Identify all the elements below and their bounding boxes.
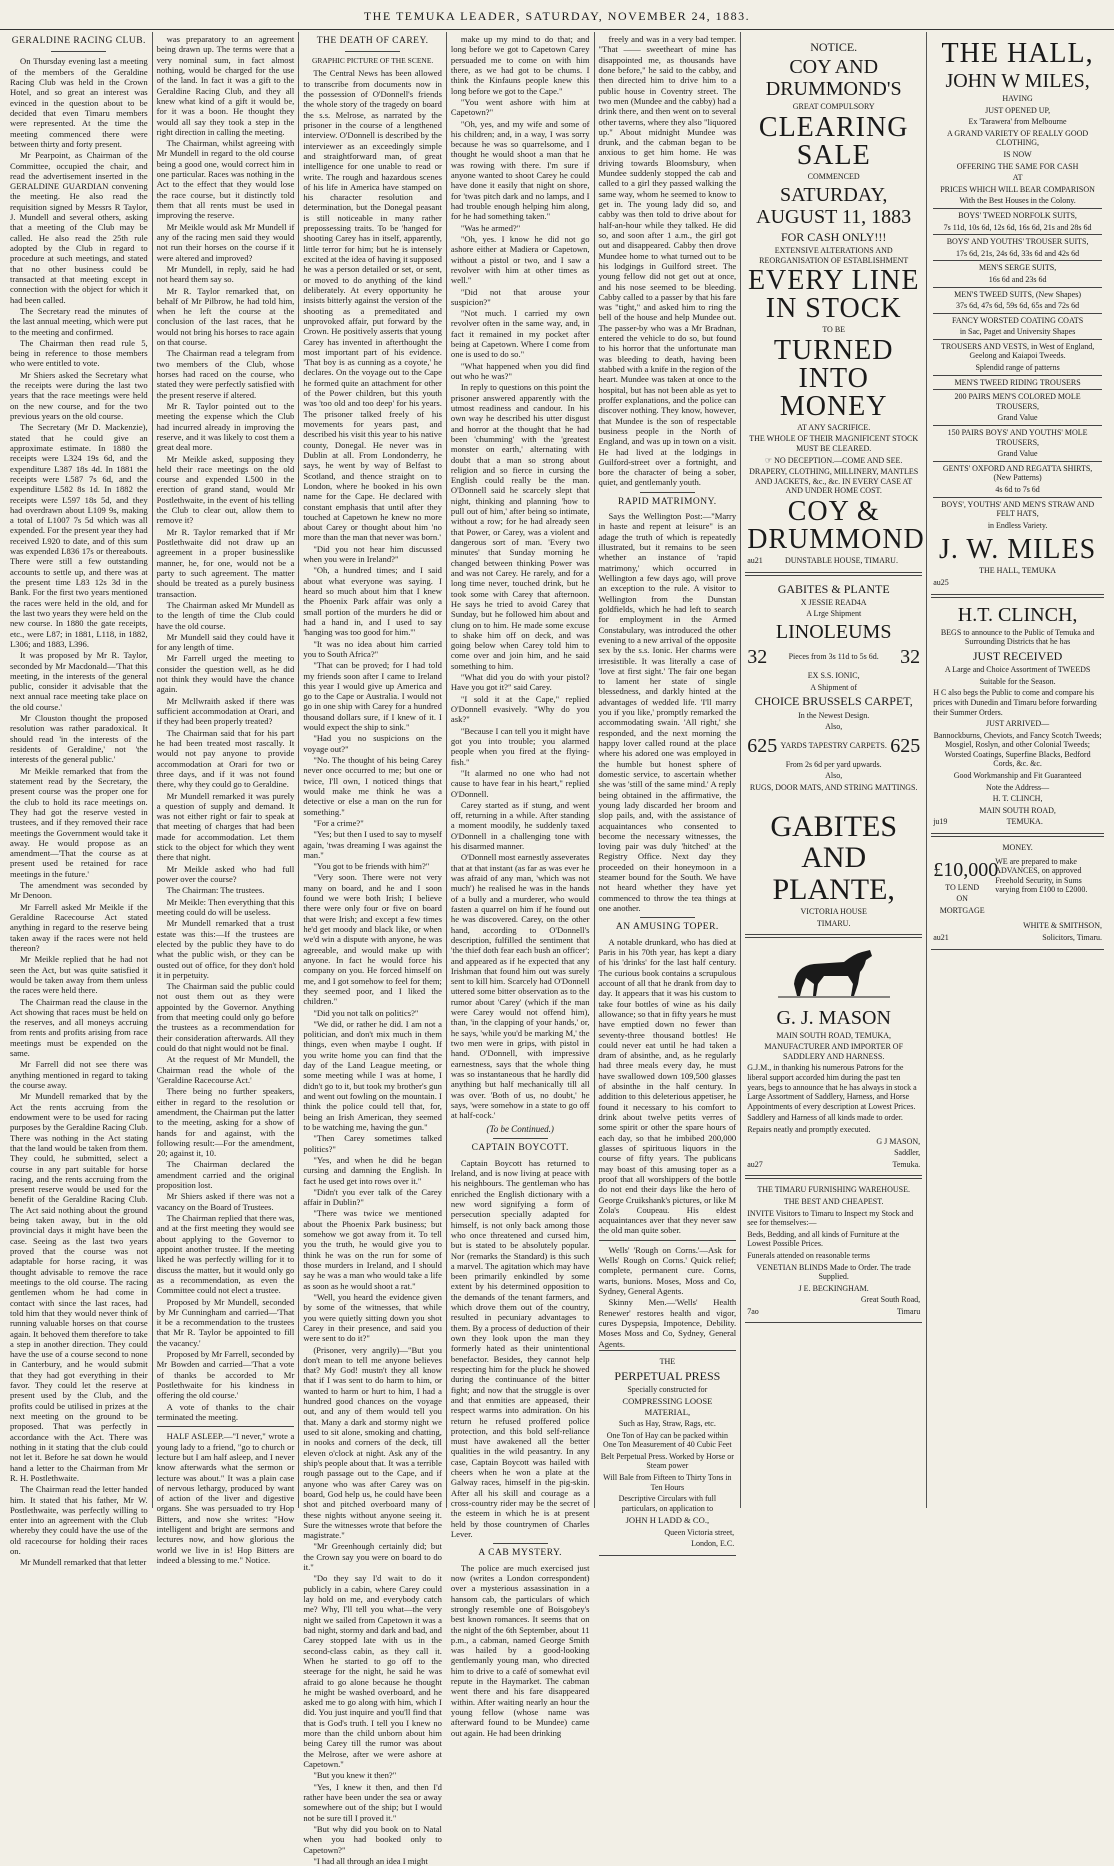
ad-text: Saddler, bbox=[894, 1148, 921, 1158]
ad-text: G J MASON, bbox=[876, 1136, 921, 1146]
ad-text: Such as Hay, Straw, Rags, etc. bbox=[618, 1419, 716, 1429]
paragraph: Mr Mundell remarked that by the Act the rents accruing from the endowment were to be used for racing purposes by the Geraldine Racing Club. There was nothing in the Act stating that the land would be taken from them. They could, he submitted, select a course in any part suitable for horse racing, and the rents accruing from the present reserve would be used for the benefit of the Geraldine Racing Club. The Act said nothing about the ground being taken away, but in the old provincial days it might have been the case. Seeing as the last two years proved that the course was not adaptable for horse racing, it was thought advisable to remove the race meetings to the old course. The racing gentlemen whom he had come in contact with since the last races, had told him that they would never think of running valuable horses on that course again. It behoved them therefore to take a step in another direction. They could have the use of a course second to none in Canterbury, and he would submit that they had got everything in their favor. They could let the reserve at present used by the Club, and the profits could be utilised in prizes at the next meeting on the ground to be proposed. That was perfectly in accordance with the Act. There was nothing in it stating that the club could not let it. Before he sat down he would hand a letter to the Chairman from Mr R. H. Postlethwaite. bbox=[10, 1091, 148, 1483]
paragraph: Mr Mundell remarked that a trust estate was this:—If the trustees are elected by the public they have to do what the public wish, or they can be ousted out of office, for they don't hold it in perpetuity. bbox=[156, 918, 295, 980]
perpetual-press-ad bbox=[599, 1350, 737, 1556]
ad-title: CHOICE BRUSSELS CARPET, bbox=[754, 694, 913, 709]
article-body bbox=[157, 34, 295, 1422]
ad-text: Specially constructed for bbox=[627, 1384, 708, 1394]
paragraph: The Chairman, whilst agreeing with Mr Mundell in regard to the old course being a good one, would correct him in one particular. Races was nothing in the Act to the effect that they would lose the race course, but it distinctly told them that all rents must be used in improving the reserve. bbox=[156, 138, 295, 221]
ad-text: THE BEST AND CHEAPEST. bbox=[783, 1196, 884, 1206]
ad-text: Pieces from 3s 11d to 5s 6d. bbox=[788, 652, 879, 662]
divider bbox=[640, 492, 695, 493]
ad-text: Saddlery and Harness of all kinds made to order. bbox=[747, 1113, 903, 1123]
item-name: FANCY WORSTED COATING COATS bbox=[951, 315, 1084, 325]
ad-text: Also, bbox=[825, 722, 843, 732]
column-5 bbox=[595, 32, 742, 1549]
ad-text: JUST OPENED UP, bbox=[985, 105, 1051, 115]
paragraph: freely and was in a very bad temper. "That —— sweetheart of mine has disappointed me, as thousands have done before," he said to the cabby, and then directed him to drive him to a public house in Coventry street. The two men (Mundee and the cabby) had a drink there, and then went on to several other taverns, where they also "liquored up." About midnight Mundee was drunk, and the cabman began to be anxious to get him home. He was driving towards Bloomsbury, when Mundee suddenly stopped the cab and called to a girl they passed walking the same way, whom he seemed to know to get in. The young lady did so, and cabby was then told to drive about for half-an-hour while they talked. He did so, and soon after 1 a.m., the girl got out and disappeared. Cabby then drove Mundee home to what turned out to be his lodgings in Guilford street. The young fellow did not get out at once, and his nose seemed to be bleeding. Cabby called to a passer by that his fare was "tight," and asked him to ring the bell of the house and help Mundee out. The passer-by who was a Mr Bradnan, entered the vehicle to do so, but found to his horror that the unfortunate man was bleeding to death, having been stabbed with a knife in the region of the heart. Mundee was taken at once to the hospital, but has not been able as yet to proffer explanations, and the police can discover nothing. They know, however, that Mundee is the son of respectable business people in the North of England, and was up in town on a visit. He had lived at the lodgings in Guilford-street over a fortnight, and bore the character of being a sober, quiet, and gentlemanly youth. bbox=[598, 34, 737, 488]
ad-title: COY AND DRUMMOND'S bbox=[765, 56, 902, 101]
paragraph: Mr Clouston thought the proposed resolution was rather paradoxical. It should read 'in the interests of the residents of Geraldine,' not 'the interests of the general public.' bbox=[10, 713, 148, 765]
ad-title: LINOLEUMS bbox=[775, 621, 892, 644]
paragraph: The Secretary (Mr D. Mackenzie), stated that he could give an approximate estimate. In 1880 the receipts were L324 19s 6d, and the expenditure L387 18s 4d. In 1881 the receipts were L587 7s 6d, and the expenditure L582 8s 1d. In 1882 the receipts were L597 18s 5d, and they had overdrawn about L109 9s, making a total of L1007 7s 5d which was all expended. For the present year they had received L920 to date, and of this sum was expended L836 17s or thereabouts. There were still a few outstanding accounts to settle up, and there was at the present time L83 12s 3d in the Bank. For the first two years mentioned the races were held in the old, and for the last two years they were held on the new course. In 1880 the gate receipts, etc., were L87; in 1881, L118, in 1882, L306; and 1883, L396. bbox=[10, 422, 148, 649]
ad-amount: £10,000 bbox=[933, 858, 999, 881]
newspaper-page bbox=[6, 32, 1108, 1866]
ad-text: One Ton of Hay can be packed within One Ton Measurement of 40 Cubic Feet bbox=[603, 1430, 732, 1450]
article-heading: A CAB MYSTERY. bbox=[478, 1548, 563, 1559]
advertisement-paragraph: Skinny Men.—'Wells' Health Renewer' restores health and vigor, cures Dyspepsia, Impotence, Debility. Moses Moss and Co, Sydney, General Agents. bbox=[598, 1297, 737, 1349]
divider bbox=[157, 1426, 295, 1427]
divider bbox=[493, 1138, 548, 1139]
item-price: Splendid range of patterns bbox=[975, 363, 1060, 373]
ad-code: ju19 bbox=[933, 817, 948, 827]
coy-drummond-ad bbox=[745, 34, 925, 573]
item-price: 16s 6d and 23s 6d bbox=[988, 274, 1047, 284]
paragraph: The Chairman read the letter handed him. It stated that his father, Mr W. Postlethwaite, was perfectly willing to enter into an agreement with the Club whereby they could have the use of the old racecourse for holding their races on. bbox=[10, 1484, 148, 1557]
paragraph: "I had all through an idea I might bbox=[313, 1855, 428, 1866]
paragraph: Carey started as if stung, and went off, returning in a while. After standing a moment moodily, he suddenly taxed O'Donnell in a challenging tone with his disarmed manner. bbox=[450, 799, 590, 852]
column-2 bbox=[153, 32, 300, 1565]
paragraph: The Chairman read a telegram from two members of the Club, whose horses had raced on the course, who stated they were perfectly satisfied with the present reserve if altered. bbox=[156, 348, 295, 400]
paragraph: "Oh, yes. I know he did not go ashore either at Madiera or Capetown, without a pistol or two, and I saw a revolver with him at other times as well." bbox=[450, 233, 590, 286]
ad-text: A GRAND VARIETY OF REALLY GOOD CLOTHING, bbox=[946, 128, 1089, 148]
ad-text: A Shipment of bbox=[810, 682, 858, 692]
paragraph: "Was he armed?" bbox=[460, 222, 521, 233]
ad-text: JUST ARRIVED— bbox=[985, 719, 1050, 729]
ad-text: THE HALL, TEMUKA bbox=[979, 566, 1057, 576]
ad-text: EX S.S. IONIC, bbox=[807, 671, 860, 681]
paragraph: "Didn't you ever talk of the Carey affair in Dublin?" bbox=[303, 1186, 442, 1208]
paragraph: At the request of Mr Mundell, the Chairman read the whole of the 'Geraldine Racecourse Act.' bbox=[156, 1054, 295, 1085]
price-number: 32 bbox=[900, 646, 921, 669]
ad-text: H C also begs the Public to come and compare his prices with Dunedin and Timaru before forwarding their Summer Orders. bbox=[933, 688, 1097, 717]
paragraph: "Then Carey sometimes talked politics?" bbox=[303, 1133, 442, 1154]
item-name: BOYS' TWEED NORFOLK SUITS, bbox=[958, 210, 1077, 220]
paragraph: "There was twice we mentioned about the Phoenix Park business; but somehow we got away from it. To tell you the truth, he would give you to think he was on the run for some of those murders in Ireland, and I should say he was a man who would take a life as soon as he would shoot a rat." bbox=[303, 1208, 442, 1291]
article-body bbox=[451, 1158, 590, 1540]
article-heading: CAPTAIN BOYCOTT. bbox=[471, 1143, 569, 1154]
paragraph: O'Donnell most earnestly asseverates that at that instant (as far as was ever he was afraid of any man, 'which was not much') he realised he was in the hands of a bully and a murderer, who would fasten a quarrel on him if he found out he was discovered. Carey, on the other hand, according to O'Donnell's description, fulfilled the sentiment that 'the thief doth fear each bush an officer'; and appeared as if he expected that any Irishman that found him out was surely sent to kill him. Scarcely had O'Donnell uttered some bitter observation as to the rumor about 'Carey' (which if the man were Carey would not offend him), than, 'in the clapping of your hands,' or, he says, 'while you'd be marking M,' the two men were in grips, with pistol in hand. O'Donnell, with impressive earnestness, says that the whole thing was so instantaneous that he hardly did anything but half mechanically till all was over. 'Both of us, no doubt,' he says, 'were somehow in a state to go off at half-cock.' bbox=[450, 852, 590, 1121]
ad-text: MAIN SOUTH ROAD, TEMUKA, bbox=[776, 1030, 892, 1040]
ad-text: MORTGAGE bbox=[939, 905, 985, 915]
gabites-plante-ad bbox=[745, 575, 922, 936]
ad-text: OFFERING THE SAME FOR CASH bbox=[956, 161, 1079, 171]
item-name: TROUSERS AND VESTS, in West of England, Geelong and Kaiapoi Tweeds. bbox=[940, 341, 1095, 361]
paragraph: Mr Meikle would ask Mr Mundell if any of the racing men said they would not run their horses on the course if it were altered and improved? bbox=[156, 221, 295, 263]
clinch-ad bbox=[931, 597, 1104, 834]
ad-text: Note the Address— bbox=[986, 782, 1050, 792]
paragraph: Mr Farrell did not see there was anything mentioned in regard to taking the course away. bbox=[10, 1059, 148, 1091]
article-heading: AN AMUSING TOPER. bbox=[615, 922, 719, 933]
ad-text: X JESSIE READ4A bbox=[800, 597, 867, 607]
price-row bbox=[747, 645, 920, 669]
paragraph: On Thursday evening last a meeting of the members of the Geraldine Racing Club was held in the Crown Hotel, and so great an interest was evinced in the question about to be decided that even Timaru members were represented. At the time the meeting commenced there were between thirty and forty present. bbox=[10, 56, 148, 149]
ad-code: au25 bbox=[933, 577, 949, 587]
paragraph: Mr Mundell said they could have it for any length of time. bbox=[156, 631, 295, 653]
paragraph: "Oh, a hundred times; and I said about what everyone was saying. I heard so much about him that I knew the Phoenix Park affair was only a small portion of the murders he did or had a hand in, and I used to say 'hanging was too good for him.'" bbox=[303, 565, 442, 638]
ad-text: NOTICE. bbox=[810, 40, 858, 54]
paragraph: Mr Farrell urged the meeting to consider the question well, as he did not think they would have the chance again. bbox=[156, 653, 295, 695]
paragraph: "You went ashore with him at Capetown?" bbox=[450, 96, 590, 118]
ad-text: H. T. CLINCH, bbox=[992, 794, 1043, 804]
ad-text: DRAPERY, CLOTHING, MILLINERY, MANTLES AND JACKETS, &c., &c. IN EVERY CASE AT AND UNDER HOME COST. bbox=[749, 467, 919, 496]
ad-title: COY & DRUMMOND bbox=[747, 495, 925, 555]
price-row bbox=[747, 734, 920, 758]
ad-code: 7ao bbox=[747, 1306, 759, 1316]
item-price: 7s 11d, 10s 6d, 12s 6d, 16s 6d, 21s and 28s 6d bbox=[943, 222, 1092, 232]
paragraph: The Chairman said that for his part he had been treated most rascally. It would not pay anyone to provide accommodation at Orari for two or three days, and if it was not found there, why they could go to Geraldine. bbox=[156, 727, 295, 790]
paragraph: The Secretary read the minutes of the last annual meeting, which were put to the meeting and confirmed. bbox=[10, 305, 148, 337]
item-name: BOYS' AND YOUTHS' TROUSER SUITS, bbox=[946, 237, 1089, 247]
ad-text: Temuka. bbox=[892, 1159, 921, 1169]
paragraph: "Do they say I'd wait to do it publicly in a cabin, where Carey could lay hold on me, and everybody catch me? Why, I'll tell you what—the very night we sailed from Capetown it was a bad night, stormy and dark and bad, and Carey stopped late with us in the second-class cabin, as they call it. When he started to go off to the steerage for the night, he said he was afraid to go alone because he thought he might be washed overboard, and he asked me to go along with him, which I did. You just inquire and you'll find that that is God's truth. I tell you I knew no more than the child unborn about him being Carey till the rumor was about the Melrose, after we were ashore at Capetown." bbox=[303, 1573, 442, 1770]
paragraph: Mr Farrell asked Mr Meikle if the Geraldine Racecourse Act stated anything in regard to the reserve being taken away if the races were not held thereon? bbox=[10, 901, 148, 953]
paragraph: Mr Meikle: Then everything that this meeting could do will be useless. bbox=[156, 896, 295, 917]
ad-text: Bannockburns, Cheviots, and Fancy Scotch Tweeds; Mosgiel, Roslyn, and other Colonial Tweeds; Worsted Coatings, Superfine Blacks, Bedford Cords, &c. &c. bbox=[933, 730, 1102, 769]
ad-text: COMPRESSING LOOSE MATERIAL, bbox=[622, 1396, 713, 1417]
column-7 bbox=[927, 32, 1108, 1508]
mason-ad bbox=[745, 937, 922, 1176]
paragraph: The Chairman declared the amendment carried and the original proposition lost. bbox=[156, 1159, 295, 1191]
paragraph: "Very soon. There were not very many on board, and he and I soon found we were both Irish; I believe there were only four or five on board that were Irish; and except a few times he'd get moody and black like, or when we'd win a dispute with anyone, he was agreeable, and would make up with anyone. In fact he would force his company on you. He forced himself on me, and I got somehow to feel for them; they seemed poor, and I liked the children." bbox=[303, 872, 442, 1007]
paragraph: The police are much exercised just now (writes a London correspondent) over a mysterious assassination in a hansom cab, the particulars of which strongly resemble one of Boisgobey's best known romances. It seems that on the night of the 6th September, about 11 p.m., a cabman, named George Smith was hailed by a good-looking gentlemanly young man, who directed him to drive to a café of somewhat evil repute in the Haymarket. The cabman went there and his fare disappeared within. After waiting nearly an hour the young fellow (whose name was afterward found to be Mundee) came out again. He had been drinking bbox=[450, 1562, 590, 1738]
pointing-hand-icon: ☞ bbox=[764, 455, 773, 465]
ad-text: G.J.M., in thanking his numerous Patrons for the liberal support accorded him during the past ten years, begs to announce that he has always in stock a Large Assortment of Saddlery, Harness, and Horse Appointments of every description at Lowest Prices. bbox=[747, 1063, 917, 1111]
item-price: 17s 6d, 21s, 24s 6d, 33s 6d and 42s 6d bbox=[956, 248, 1080, 258]
paragraph: "What happened when you did find out who he was?" bbox=[450, 360, 590, 381]
article-heading: GERALDINE RACING CLUB. bbox=[11, 36, 146, 46]
paragraph: "Because I can tell you it might have got you into trouble; you alarmed people when you fired at the flying-fish." bbox=[450, 725, 590, 767]
ad-footer bbox=[747, 1160, 920, 1170]
paragraph: The Chairman then read rule 5, being in reference to those members who were entitled to vote. bbox=[10, 337, 148, 369]
paragraph: "But you knew it then?" bbox=[313, 1770, 397, 1781]
ad-code: au21 bbox=[747, 555, 763, 565]
ad-title: THE TIMARU FURNISHING WAREHOUSE. bbox=[757, 1185, 910, 1195]
ad-text: TIMARU. bbox=[816, 918, 851, 928]
masthead: THE TEMUKA LEADER, SATURDAY, NOVEMBER 24, 1883. bbox=[0, 0, 1114, 30]
ad-text: AT bbox=[1012, 173, 1023, 183]
divider bbox=[933, 313, 1102, 314]
ad-text: TO LEND bbox=[945, 882, 980, 892]
item-price: 4s 6d to 7s 6d bbox=[995, 485, 1040, 494]
ad-title: EVERY LINE IN STOCK bbox=[747, 265, 920, 325]
ad-title: GABITES & PLANTE bbox=[777, 581, 890, 596]
paragraph: was preparatory to an agreement being drawn up. The terms were that a very nominal sum, in fact almost nothing, would be charged for the use of the land. In fact it was a gift to the Geraldine Racing Club, and they all knew what kind of a gift it would be, for it was a boon. He thought they would all say they took a step in the right direction in calling the meeting. bbox=[156, 34, 295, 137]
paragraph: The Chairman said the public could not oust them out as they were appointed by the Governor. Anything from that meeting could only go before the trustees as a recommendation for their consideration afterwards. All they could do that night would not be final. bbox=[156, 981, 295, 1053]
article-body bbox=[451, 34, 590, 1121]
ad-footer bbox=[747, 1307, 920, 1317]
ad-text: With the Best Houses in the Colony. bbox=[959, 196, 1076, 206]
ad-text: Funerals attended on reasonable terms bbox=[747, 1250, 870, 1260]
ad-text: J E. BECKINGHAM. bbox=[798, 1283, 869, 1293]
ad-text: MANUFACTURER AND IMPORTER OF SADDLERY AND HARNESS. bbox=[764, 1042, 904, 1061]
paragraph: Mr Meikle replied that he had not seen the Act, but was quite satisfied it would be taken away from them unless the races were held there. bbox=[10, 954, 148, 996]
price-number: 625 bbox=[890, 734, 921, 757]
ad-footer bbox=[933, 817, 1102, 827]
paragraph: Mr R. Taylor remarked that, on behalf of Mr Pilbrow, he had told him, when he left the course at the conclusion of the last races, that he would not bring his horses to race again on that course. bbox=[156, 285, 295, 348]
ad-text: THE bbox=[659, 1356, 676, 1366]
paragraph: Proposed by Mr Mundell, seconded by Mr Cunningham and carried—'That it be a recommendation to the trustees that Mr R. Taylor be appointed to fill the vacancy.' bbox=[156, 1296, 295, 1348]
paragraph: "Did you not hear him discussed when you were in Ireland?" bbox=[303, 543, 442, 565]
ad-title: MONEY. bbox=[1002, 843, 1033, 853]
ad-text: RUGS, DOOR MATS, AND STRING MATTINGS. bbox=[749, 783, 918, 793]
paragraph: "Did you not talk on politics?" bbox=[313, 1007, 419, 1018]
paragraph: The amendment was seconded by Mr Denoon. bbox=[10, 880, 148, 901]
article-subheading: GRAPHIC PICTURE OF THE SCENE. bbox=[311, 56, 434, 66]
paragraph: Mr R. Taylor pointed out to the meeting the expense which the Club had incurred already in improving the reserve, and it was likely to cost them a great deal more. bbox=[156, 400, 295, 453]
paragraph: "Mr Greenhough certainly did; but the Crown say you were on board to do it." bbox=[303, 1541, 442, 1573]
money-left bbox=[933, 857, 999, 918]
paragraph: "But why did you book on to Natal when you had booked only to Capetown?" bbox=[303, 1823, 442, 1855]
paragraph: "You got to be friends with him?" bbox=[313, 861, 430, 872]
price-number: 32 bbox=[747, 646, 768, 669]
ad-text: ON bbox=[956, 894, 968, 904]
advertisement-paragraph: Wells' 'Rough on Corns.'—Ask for Wells' Rough on Corns.' Quick relief; complete, permanent cure. Corns, warts, bunions. Moses, Moss and Co, Sydney, General Agents. bbox=[598, 1244, 737, 1297]
paragraph: Says the Wellington Post:—"Marry in haste and repent at leisure" is an adage the truth of which is repeatedly illustrated, but it remains to be seen whether an instance of 'rapid matrimony,' which occurred in Wellington a few days ago, will prove an exception to the rule. A visitor to Wellington from the Dunstan goldfields, which he had left to search for employment in the Armed Constabulary, was introduced the other evening to a new arrival of the opposite sex by the s.s. Ionic. Her charms were irresistible. It was literally a case of 'love at first sight.' The fair one began to lament her state of single blessedness, and darkly hinted at the advantages of wedded life. 'I'll marry you if you like,' promptly remarked the accommodating swain. 'All right,' she responded, and the next morning the happy lover called round at the place where his adored one was employed in the humble but honest sphere of domestic service, to ascertain whether she was 'still of the same mind.' A reply being obtained in the affirmative, the young lady discarded her broom and slop pails, and, with the assistance of acquaintances who consented to become the necessary witnesses, the loving pair was duly 'hitched' at the Registry Office. Next day they proceeded on their honeymoon in a steamer bound for the South. We have not heard whether they have yet commenced to throw the tea things at one another. bbox=[598, 511, 737, 914]
ad-text: WE are prepared to make ADVANCES, on approved Freehold Security, in Sums varying from £100 to £2000. bbox=[995, 856, 1088, 895]
divider bbox=[933, 389, 1102, 390]
article-body bbox=[451, 1563, 590, 1738]
paragraph: Mr Mundell, in reply, said he had not heard them say so. bbox=[156, 263, 295, 285]
paragraph: The Chairman: The trustees. bbox=[166, 885, 265, 896]
paragraph: "Did not that arouse your suspicion?" bbox=[450, 286, 590, 307]
ad-title: JOHN W MILES, bbox=[945, 70, 1090, 92]
ad-text: FOR CASH ONLY!!! bbox=[780, 229, 887, 244]
paragraph: In reply to questions on this point the prisoner answered apparently with the utmost readiness and candour. In his own way he described his utter disgust and horror at the thought that he had been 'chumming' with the 'greatest monster on earth,' alternating with doubt that a man so strong about religion and so fierce in cursing the English could really be the man. O'Donnell said he scarcely slept that night, thinking and planning 'how to pull out of him,' after being so intimate, without a row; for he had already seen that Power, or Carey, was a violent and dangerous sort of man. 'Every two minutes' that Sunday morning he changed between thinking Power was and was not Carey. He rarely, and for a long time never, touched drink, but he took some with Carey that afternoon. He says he tried to avoid Carey that Sunday, but he followed him about and clung on to him. He made some excuse to shake him off on deck, and was going below when Carey told him to come over and join him, and he said something to him. bbox=[450, 382, 590, 671]
ad-title: TURNED INTO MONEY bbox=[773, 334, 894, 422]
ad-text: INVITE Visitors to Timaru to Inspect my Stock and see for themselves:— bbox=[747, 1208, 914, 1228]
article-heading: THE DEATH OF CAREY. bbox=[316, 36, 429, 46]
divider bbox=[599, 1240, 737, 1241]
item-name: 150 PAIRS BOYS' AND YOUTHS' MOLE TROUSERS, bbox=[947, 428, 1088, 447]
ad-title: H.T. CLINCH, bbox=[957, 603, 1078, 626]
divider bbox=[345, 51, 400, 52]
paragraph: "Had you no suspicions on the voyage out?" bbox=[303, 733, 442, 754]
article-body bbox=[303, 68, 442, 1866]
divider bbox=[493, 1543, 548, 1544]
item-name: MEN'S TWEED RIDING TROUSERS bbox=[954, 377, 1081, 387]
ad-text: TO BE bbox=[822, 325, 846, 335]
ad-text: VICTORIA HOUSE bbox=[800, 907, 867, 917]
item-name: MEN'S SERGE SUITS, bbox=[978, 263, 1057, 273]
column-4 bbox=[447, 32, 595, 1738]
ad-title: PERPETUAL PRESS bbox=[614, 1368, 721, 1383]
paragraph: Mr Mundell remarked that that letter bbox=[20, 1557, 147, 1568]
ad-title: THE HALL, bbox=[941, 38, 1094, 69]
ad-text: A Lrge Shipment bbox=[806, 609, 862, 619]
ad-text: Great South Road, bbox=[860, 1295, 921, 1305]
ad-text: Also, bbox=[825, 771, 843, 781]
ad-title: SATURDAY, AUGUST 11, 1883 bbox=[756, 183, 912, 228]
ad-code: au21 bbox=[933, 933, 949, 943]
divider bbox=[933, 287, 1102, 288]
paragraph: Mr Shiers asked the Secretary what the receipts were during the last two years that the race meetings were held on the new course, and for the two previous years on the old course. bbox=[10, 369, 148, 422]
paragraph: A vote of thanks to the chair terminated the meeting. bbox=[156, 1401, 295, 1422]
paragraph: Mr Meikle asked, supposing they held their race meetings on the old course and expended L500 in the erection of grand stand, would Mr Postlethwaite, in the event of his telling the Club to clear out, allow them to remove it? bbox=[156, 453, 295, 526]
ad-text: From 2s 6d per yard upwards. bbox=[785, 759, 882, 769]
paragraph: It was proposed by Mr R. Taylor, seconded by Mr Macdonald—'That this meeting, in the interests of the general public, consider it advisable that the next annual race meeting take place on the old course.' bbox=[10, 650, 148, 712]
paragraph: "For a crime?" bbox=[313, 817, 364, 828]
paragraph: The Chairman read the clause in the Act showing that races must be held on the reserves, and all moneys accruing from rents and profits arising from race meetings must be expended on the same. bbox=[10, 996, 148, 1059]
divider bbox=[933, 234, 1102, 235]
paragraph: "It was no idea about him carried you to South Africa?" bbox=[303, 638, 442, 659]
ad-title: J. W. MILES bbox=[938, 534, 1097, 566]
ad-text: Good Workmanship and Fit Guaranteed bbox=[953, 771, 1082, 781]
paragraph: Mr R. Taylor remarked that if Mr Postlethwaite did not draw up an agreement in a proper businesslike manner, he, for one, would not be a party to such agreement. The matter should be treated as a purely business transaction. bbox=[156, 526, 295, 599]
ad-text: Descriptive Circulars with full particulars, on application to bbox=[618, 1494, 717, 1513]
ad-text: A Large and Choice Assortment of TWEEDS bbox=[944, 665, 1091, 675]
paragraph: "What did you do with your pistol? Have you got it?" said Carey. bbox=[450, 672, 590, 693]
ad-text: GREAT COMPULSORY bbox=[792, 102, 875, 112]
horse-icon bbox=[774, 944, 894, 1000]
item-price: 37s 6d, 47s 6d, 59s 6d, 65s and 72s 6d bbox=[956, 301, 1080, 311]
item-price: Grand Value bbox=[997, 413, 1038, 423]
paragraph: Mr Meikle remarked that from the statement read by the Secretary, the present course was the proper one for the club to hold its race meetings on. They had got the reserve vested in trustees, and if they removed their race meetings the Government would take it away. He would propose as an amendment—'That the course as at present used be retained for race meetings in the future.' bbox=[10, 765, 148, 879]
ad-text: EXTENSIVE ALTERATIONS AND REORGANISATION OF ESTABLISHMENT bbox=[759, 245, 909, 265]
ad-text: Ex 'Tarawera' from Melbourne bbox=[968, 117, 1067, 127]
column-6 bbox=[741, 32, 927, 1508]
divider bbox=[933, 208, 1102, 209]
paragraph: "Oh, yes, and my wife and some of his children; and, in a way, I was sorry because he was so quarrelsome, and I thought he would shoot a man that he was rowing with there. I'm sure if anyone wanted to shoot Carey he could have done it easily that night on shore, for 'twas pitch dark and no lamps, and I had trouble enough helping him along, for he had something taken." bbox=[450, 118, 590, 222]
ad-text: VENETIAN BLINDS Made to Order. The trade Supplied. bbox=[756, 1262, 911, 1282]
article-body bbox=[599, 937, 737, 1236]
ad-text: Will Bale from Fifteen to Thirty Tons in Ten Hours bbox=[603, 1473, 732, 1492]
ad-title: G. J. MASON bbox=[776, 1006, 891, 1029]
ad-text: AT ANY SACRIFICE. bbox=[797, 422, 871, 432]
continued-note: (To be Continued.) bbox=[486, 1123, 554, 1134]
ad-title: GABITES AND PLANTE, bbox=[770, 809, 898, 906]
ad-text: Suitable for the Season. bbox=[979, 676, 1056, 686]
ad-text: BEGS to announce to the Public of Temuka and Surrounding Districts that he has bbox=[940, 627, 1095, 647]
paragraph: "Well, you heard the evidence given by some of the witnesses, that while you were quietly sitting down you shot Carey in their presence, and said you were sent to do it?" bbox=[303, 1291, 442, 1344]
ad-text: Queen Victoria street, bbox=[664, 1527, 735, 1537]
paragraph: The Central News has been allowed to transcribe from documents now in the possession of O'Donnell's friends the whole story of the tragedy on board the s.s. Melrose, as narrated by the prisoner in the course of a lengthened interview. O'Donnell is described by the interviewer as an exceedingly simple and straightforward man, of great intelligence for one unable to read or write. The rough and hazardous scenes of his life in America have stamped on his character resolution and determination, but the Donegal peasant is still noticeable in many rather prepossessing traits. To be 'hanged for shooting Carey has in itself, apparently, little terror for him; but he is intensely excited at the idea of having it supposed he was a person detailed or set, or sent, or moved to do anything of the kind deliberately. At every opportunity he insists bitterly against the version of the shooting as a premeditated and unprovoked affair, put forward by the Crown. He positively asserts that young Carey has invented in afterthought the most important part of his evidence. 'That boy is as cunning as a coyote,' he declares. On the voyage out to the Cape he formed quite an attachment for other of the Power children, but this youth was 'too old and too deep' for his years. The prisoner talked freely of his movements for years past, and described his visit this year to his native county, Donegal. He never was in Dublin at all. From Londonderry, he says, he went by way of Belfast to Scotland, and thence straight on to London, where he booked in his own name for the Cape. He declared with constant emphasis that until after they touched at Capetown he knew no more about Carey or thought about him 'no more than the man that never was born.' bbox=[303, 68, 442, 543]
ad-text: Belt Perpetual Press. Worked by Horse or Steam power bbox=[600, 1451, 734, 1471]
divider bbox=[933, 260, 1102, 261]
ad-text: Solicitors, Timaru. bbox=[1042, 933, 1102, 943]
paragraph: Mr Mcllwraith asked if there was sufficient accommodation at Orari, and if they had been properly treated? bbox=[156, 695, 295, 727]
ad-title: CLEARING SALE bbox=[758, 111, 909, 171]
paragraph: Mr Shiers asked if there was not a vacancy on the Board of Trustees. bbox=[156, 1191, 295, 1212]
ad-text: TEMUKA. bbox=[1006, 817, 1043, 827]
article-body bbox=[599, 511, 737, 913]
paragraph: "We did, or rather he did. I am not a politician, and don't mix much in them things, even when maybe I ought. If you write home you can find that the day of the Land League meeting, or some meeting while I was at home, I didn't go to it, but took my brother's gun and went out fowling on the mountain. I think the police could tell that, for, being an Irish American, they seemed to be watching me, having the gun." bbox=[303, 1018, 442, 1132]
paragraph: "Yes, and when he did he began cursing and damning the English. In fact he used get into rows over it." bbox=[303, 1154, 442, 1186]
divider bbox=[933, 425, 1102, 426]
paragraph: (Prisoner, very angrily)—"But you don't mean to tell me anyone believes that? My God! mustn't they all know that if I was sent to do harm to him, or wanted to harm or hurt to him, I had a hundred good chances on the voyage out, and any of them would tell you that. Many a dark and stormy night we used to sit alone, smoking and chatting, in nooks and corners of the deck, till eleven o'clock at night. Ask any of the ship's people about that. It was a terrible rough passage out to the Cape, and if anyone who was after Carey was on board, God help us, he could have been shot and pitched overboard many of these nights without anyone seeing it. Sure the witnesses wrote that before the magistrate." bbox=[303, 1344, 442, 1541]
ad-text: COMMENCED bbox=[807, 171, 860, 181]
paragraph: "Not much. I carried my own revolver often in the same way, and, in fact it remained in my pocket after being at Capetown. Where I come from one is used to do so." bbox=[450, 308, 590, 360]
money-row bbox=[933, 855, 1102, 920]
ad-text: MAIN SOUTH ROAD, bbox=[979, 805, 1056, 815]
paragraph: Mr Mundell remarked it was purely a question of supply and demand. It was not either right or fair to speak at that meeting of charges that had been made for accommodation. Let them stick to the object for which they went there that night. bbox=[156, 790, 295, 863]
column-1 bbox=[6, 32, 153, 1568]
paragraph: Mr Pearpoint, as Chairman of the Committee, occupied the chair, and read the advertisement inserted in the GERALDINE GUARDIAN convening the meeting. He also read the requisition signed by Messrs R Taylor, J. Mundell and several others, asking that a meeting of the Club may be called. He also read the 25th rule adopted by the Club in regard to procedure at such meetings, and stated that no other business could be transacted at that meeting except in connection with the object for which it had been called. bbox=[10, 150, 148, 305]
divider bbox=[933, 375, 1102, 376]
miles-ad bbox=[931, 34, 1104, 595]
paragraph: Captain Boycott has returned to Ireland, and is now living at peace with his neighbours. The gentleman who has enriched the English dictionary with a new word signifying a form of persecution specially adapted for himself, is not only back among those who once threatened and cursed him, but is stated to be absolutely popular. Nor (remarks the Standard) is this such a marvel. The agitation which may have been primarily enkindled by some extent by his determined opposition to the demands of the tenant farmers, and which drove them out of the country, resulted in pecuniary advantages to them. By a process of deduction of their own they look upon the man they formerly hated as their unintentional benefactor. Besides, they cannot help respecting him for the pluck he showed during the continuance of the bitter fight; and now that the struggle is over and that enmities are appeased, their respect warms into admiration. On his return he refused proffered police protection, and this bold self-reliance must have awakened all the better qualities in the wild peasantry. In any case, Captain Boycott was hailed with cheers when he won a plate at the Galway races, himself in the pig-skin. After all his skill and courage as a cross-country rider may be the secret of the esteem in which he is at present held by those countrymen of Charles Lever. bbox=[450, 1157, 590, 1539]
ad-text: JUST RECEIVED bbox=[972, 648, 1063, 663]
paragraph: The Chairman replied that there was, and at the first meeting they would see about applying to the Governor to appoint another trustee. If the meeting liked he was perfectly willing for it to discuss the matter, but it would only go as a recommendation, as even the Committee could not elect a trustee. bbox=[156, 1213, 295, 1296]
item-name: MEN'S TWEED SUITS, (New Shapes) bbox=[954, 289, 1081, 299]
item-price: in Endless Variety. bbox=[987, 520, 1048, 530]
ad-text: Timaru bbox=[896, 1306, 921, 1316]
paragraph: "It alarmed no one who had not cause to have fear in his heart," replied O'Donnell. bbox=[450, 767, 590, 799]
ad-footer bbox=[933, 933, 1102, 943]
ad-text: In the Newest Design. bbox=[798, 710, 870, 720]
ad-text bbox=[747, 456, 920, 466]
ad-code: au27 bbox=[747, 1159, 763, 1169]
divider bbox=[933, 339, 1102, 340]
paragraph: "Yes, I knew it then, and then I'd rather have been under the sea or away somewhere out of the ship; but I would not be sure till I proved it." bbox=[303, 1781, 442, 1823]
divider bbox=[640, 917, 695, 918]
column-3 bbox=[299, 32, 447, 1866]
item-list bbox=[933, 208, 1102, 530]
divider bbox=[933, 497, 1102, 498]
ad-text: London, E.C. bbox=[691, 1539, 735, 1549]
ad-footer bbox=[747, 556, 920, 566]
paragraph: "No. The thought of his being Carey never once occurred to me; but one or twice, I'll own, I noticed things that would make me think he was a detective or else a man on the run for something." bbox=[303, 755, 442, 817]
paragraph: Proposed by Mr Farrell, seconded by Mr Bowden and carried—'That a vote of thanks be accorded to Mr Postlethwaite for his kindness in offering the old course.' bbox=[156, 1349, 295, 1401]
item-name: 200 PAIRS MEN'S COLORED MOLE TROUSERS, bbox=[954, 392, 1081, 411]
item-name: BOYS', YOUTHS' AND MEN'S STRAW AND FELT HATS, bbox=[941, 499, 1095, 519]
paragraph: make up my mind to do that; and long before we got to Capetown Carey persuaded me to come on with him there, as we had got to be chums. I think the Kinfauns people knew this long before we got to the Cape." bbox=[450, 34, 590, 96]
paragraph: The Chairman asked Mr Mundell as to the length of time the Club could have the old course. bbox=[156, 599, 295, 631]
paragraph: "That can be proved; for I had told my friends soon after I came to Ireland this year I would give up America and go to the Cape or Australia. I would not go in one ship with Carey for a hundred thousand dollars sure, if I knew of it. I would expect the ship to sink." bbox=[303, 660, 442, 733]
paragraph: Mr Meikle asked who had full power over the course? bbox=[156, 863, 295, 884]
ad-text: Beds, Bedding, and all kinds of Furniture at the Lowest Possible Prices. bbox=[747, 1229, 900, 1249]
price-number: 625 bbox=[747, 734, 778, 757]
divider bbox=[933, 461, 1102, 462]
ad-text: JOHN H LADD & CO., bbox=[625, 1515, 710, 1526]
paragraph: There being no further speakers, either in regard to the resolution or amendment, the Chairman put the latter to the meeting, asking for a show of hands for and against, with the following result:—For the amendment, 20; against it, 10. bbox=[156, 1086, 295, 1159]
ad-text: HAVING bbox=[1002, 94, 1033, 103]
money-ad bbox=[931, 836, 1104, 950]
furnishing-ad bbox=[745, 1178, 922, 1323]
ad-text: NO DECEPTION.—COME AND SEE. bbox=[774, 455, 903, 465]
ad-text: PRICES WHICH WILL BEAR COMPARISON bbox=[940, 184, 1095, 194]
ad-text: Repairs neatly and promptly executed. bbox=[747, 1124, 871, 1134]
item-name: GENTS' OXFORD AND REGATTA SHIRTS, (New Patterns) bbox=[942, 463, 1093, 483]
article-body bbox=[599, 34, 737, 488]
ad-text: YARDS TAPESTRY CARPETS. bbox=[780, 741, 887, 751]
ad-text: THE WHOLE OF THEIR MAGNIFICENT STOCK MUST BE CLEARED. bbox=[749, 434, 919, 453]
article-body bbox=[10, 56, 148, 1567]
paragraph: "I sold it at the Cape," replied O'Donnell evasively. "Why do you ask?" bbox=[450, 693, 590, 725]
divider bbox=[51, 51, 106, 52]
ad-text: DUNSTABLE HOUSE, TIMARU. bbox=[784, 555, 898, 565]
advertisement-paragraph: HALF ASLEEP.—"I never," wrote a young lady to a friend, "go to church or lecture but I am half asleep, and I never know afterwards what the sermon or lecture was about." It was a plain case of nervous lethargy, produced by want of action of the liver and digestive organs. She was persuaded to try Hop Bitters, and now she writes: "How intelligent and bright are sermons and lectures now, and how glorious the world we live in is! Hop Bitters are indeed a blessing to me." Notice. bbox=[156, 1431, 295, 1565]
article-heading: RAPID MATRIMONY. bbox=[618, 496, 717, 507]
ad-text: WHITE & SMITHSON, bbox=[1023, 921, 1102, 931]
paragraph: "Yes; but then I used to say to myself again, 'twas dreaming I was against the man." bbox=[303, 829, 442, 860]
item-price: Grand Value bbox=[997, 449, 1038, 459]
ad-text: IS NOW bbox=[1003, 149, 1032, 159]
paragraph: A notable drunkard, who has died at Paris in his 70th year, has kept a diary of his 'drinks' for the last half century. The curious book contains a scrupulous account of all that he drank from day to day. It appears that it was his custom to take four bottles of wine as his daily allowance; so that in fifty years he must have emptied down no fewer than seventy-three thousand bottles! He could never eat until he had taken a dram of absinthe, and, as he regularly had three meals every day, he must have swallowed down 109,500 glasses of absinthe in the half century. In addition to this deleterious appetiser, he found it necessary to his comfort to drink about twelve petits verres of some spirit or other the spare hours of each day, so that he imbibed 200,000 glasses of spirituous liquors in the course of fifty years. The publicans may boast of this amusing toper as a proof that all worshippers of the bottle do not end their days like the hero of George Cruikshank's pictures, or like M Zola's Coupeau. His eldest acquaintances aver that they never saw the old man quite sober. bbox=[598, 936, 737, 1236]
item-price: in Sac, Paget and University Shapes bbox=[959, 327, 1076, 337]
